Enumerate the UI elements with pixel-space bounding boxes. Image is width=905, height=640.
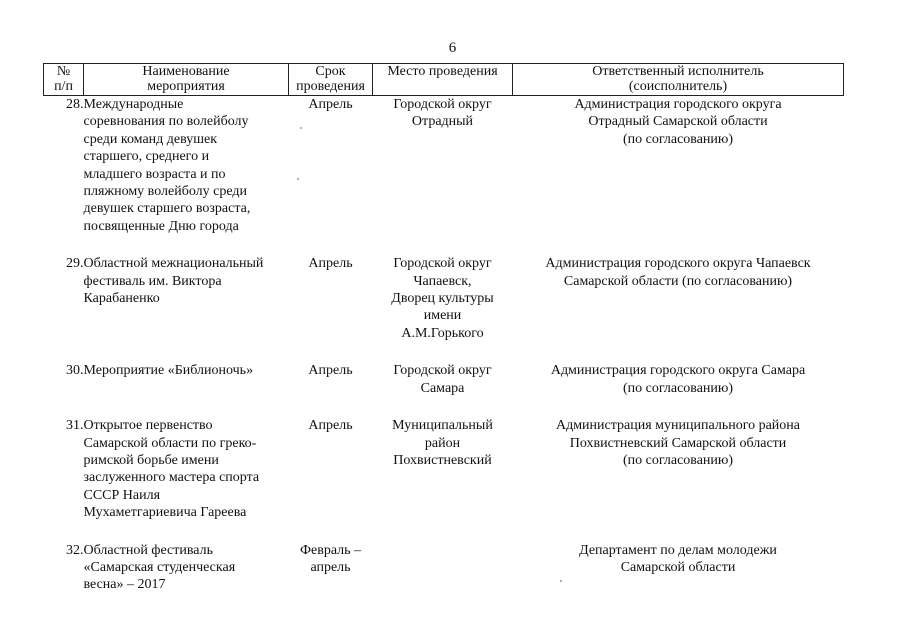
row-number: 29. xyxy=(66,256,84,272)
cell-line: район xyxy=(424,435,461,451)
cell-line: девушек старшего возраста, xyxy=(83,201,251,217)
cell-line: Похвистневский Самарской области xyxy=(569,435,787,451)
cell-line: Отрадный Самарской области xyxy=(588,114,768,130)
header-term xyxy=(289,64,373,96)
table-row xyxy=(44,255,844,362)
cell-line: (по согласованию) xyxy=(622,380,734,396)
scan-speck xyxy=(560,580,562,582)
event-responsible xyxy=(513,417,844,541)
cell-line: Апрель xyxy=(308,256,353,272)
header-line: Место проведения xyxy=(387,64,498,79)
event-place xyxy=(373,255,513,362)
cell-line: Самара xyxy=(420,380,465,396)
header-line: Срок xyxy=(315,64,346,79)
cell-line: Городской округ xyxy=(393,97,492,112)
event-place xyxy=(373,362,513,417)
event-responsible xyxy=(513,542,844,594)
header-name xyxy=(84,64,289,96)
cell-line: Мухаметгариевича Гареева xyxy=(83,505,247,521)
event-name xyxy=(84,255,289,362)
header-responsible xyxy=(513,64,844,96)
cell-line: Мероприятие «Библионочь» xyxy=(83,363,254,379)
event-place xyxy=(373,96,513,256)
cell-line: Апрель xyxy=(308,363,353,379)
cell-line: Самарской области по греко- xyxy=(83,435,257,451)
row-number: 32. xyxy=(66,542,84,558)
cell-line: апрель xyxy=(310,559,351,575)
cell-line: среди команд девушек xyxy=(83,131,218,147)
cell-line: Администрация городского округа Чапаевск xyxy=(545,256,811,272)
event-name xyxy=(84,542,289,594)
cell-line: Муниципальный xyxy=(392,418,493,434)
table-row xyxy=(44,362,844,417)
cell-line: Чапаевск, xyxy=(413,273,472,289)
cell-line: Отрадный xyxy=(411,114,474,130)
event-place xyxy=(373,417,513,541)
event-name xyxy=(84,96,289,256)
event-responsible xyxy=(513,96,844,256)
event-term xyxy=(289,542,373,594)
cell-line: (по согласованию) xyxy=(622,131,734,147)
cell-line: Городской округ xyxy=(393,256,492,272)
cell-line: Администрация городского округа xyxy=(574,97,782,112)
cell-line: Областной фестиваль xyxy=(83,542,213,558)
cell-line: Похвистневский xyxy=(393,452,492,468)
cell-line: Открытое первенство xyxy=(83,418,213,434)
cell-line: Городской округ xyxy=(393,363,492,379)
cell-line: Самарской области xyxy=(620,559,736,575)
event-term xyxy=(289,96,373,256)
scan-speck xyxy=(297,178,299,180)
events-table xyxy=(43,63,844,594)
event-term xyxy=(289,362,373,417)
header-line: п/п xyxy=(54,79,73,94)
row-number: 30. xyxy=(66,363,84,379)
event-name xyxy=(84,362,289,417)
cell-line: старшего, среднего и xyxy=(83,149,210,165)
cell-line: римской борьбе имени xyxy=(83,452,219,468)
cell-line: фестиваль им. Виктора xyxy=(83,273,222,289)
cell-line: пляжному волейболу среди xyxy=(83,184,247,200)
header-line: проведения xyxy=(296,79,365,94)
cell-line: А.М.Горького xyxy=(401,325,484,341)
cell-line: (по согласованию) xyxy=(622,452,734,468)
cell-line: весна» – 2017 xyxy=(83,577,166,593)
header-line: Ответственный исполнитель xyxy=(592,64,764,79)
cell-line: посвященные Дню города xyxy=(83,218,239,234)
scan-speck xyxy=(300,127,302,129)
cell-line: Карабаненко xyxy=(83,291,160,307)
table-row xyxy=(44,417,844,541)
cell-line: СССР Наиля xyxy=(83,487,161,503)
header-line: Наименование xyxy=(142,64,230,79)
cell-line: «Самарская студенческая xyxy=(83,559,236,575)
event-name xyxy=(84,417,289,541)
table-row xyxy=(44,542,844,594)
cell-line: Дворец культуры xyxy=(391,291,494,307)
page-number: 6 xyxy=(448,40,457,56)
table-header-row xyxy=(44,64,844,96)
cell-line: Февраль – xyxy=(299,542,362,558)
header-place xyxy=(373,64,513,96)
cell-line: соревнования по волейболу xyxy=(83,114,249,130)
event-responsible xyxy=(513,255,844,362)
event-term xyxy=(289,417,373,541)
cell-line: Апрель xyxy=(308,418,353,434)
cell-line: Администрация муниципального района xyxy=(555,418,801,434)
event-place xyxy=(373,542,513,594)
cell-line: Областной межнациональный xyxy=(83,256,264,272)
cell-line: младшего возраста и по xyxy=(83,166,226,182)
cell-line: Администрация городского округа Самара xyxy=(550,363,806,379)
cell-line: Апрель xyxy=(308,97,353,112)
cell-line: имени xyxy=(423,308,462,324)
table-row xyxy=(44,96,844,256)
event-term xyxy=(289,255,373,362)
header-line: мероприятия xyxy=(147,79,225,94)
event-responsible xyxy=(513,362,844,417)
header-line: № xyxy=(56,64,71,79)
cell-line: Международные xyxy=(83,97,184,112)
cell-line: Департамент по делам молодежи xyxy=(579,542,777,558)
header-number xyxy=(44,64,84,96)
row-number: 28. xyxy=(66,97,84,112)
header-line: (соисполнитель) xyxy=(628,79,728,94)
cell-line: Самарской области (по согласованию) xyxy=(563,273,793,289)
cell-line: заслуженного мастера спорта xyxy=(83,470,260,486)
row-number: 31. xyxy=(66,418,84,434)
